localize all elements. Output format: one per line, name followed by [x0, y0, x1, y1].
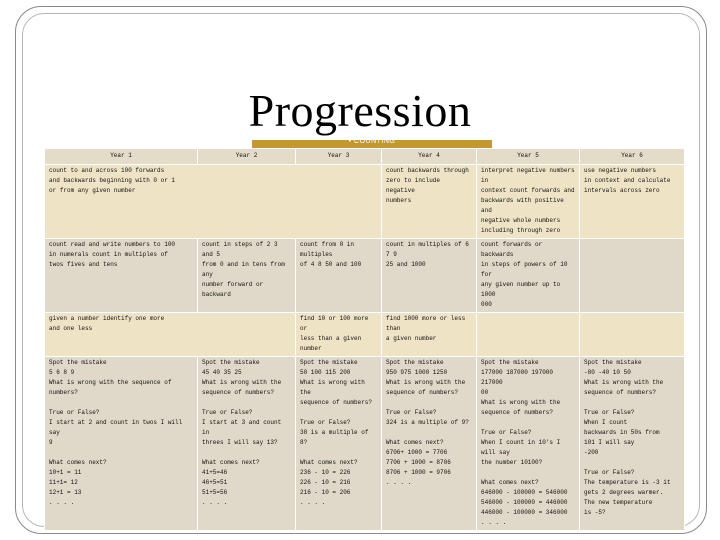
- table-row: [45, 313, 685, 357]
- table-row: [45, 357, 685, 531]
- progression-table: [44, 148, 685, 531]
- table-cell: Spot the mistake 45 40 35 25 What is wrong with the sequence of numbers? True or False? I start at 3 and count in threes I will say 13? What comes next? 41+5=46 46+5=51 51+5=56 . . . .: [198, 357, 296, 531]
- table-row: [45, 239, 685, 313]
- header-year-1: Year 1: [45, 149, 198, 165]
- table-cell: Spot the mistake 177000 187000 197000 217000 00 What is wrong with the sequence of numbers? True or False? When I count in 10's I will say the number 10100? What comes next? 646000 - 100000 = 546000 546000 - 100000 = 446000 446000 - 100000 = 346000 . . . .: [477, 357, 580, 531]
- table-cell: given a number identify one more and one less: [45, 313, 296, 357]
- slide-subtitle: • COUNTING: [348, 138, 396, 145]
- table-cell: [477, 313, 580, 357]
- table-cell: count to and across 100 forwards and backwards beginning with 0 or 1 or from any given number: [45, 165, 382, 239]
- table-cell: find 1000 more or less than a given number: [382, 313, 477, 357]
- table-cell: count read and write numbers to 100 in numerals count in multiples of twos fives and tens: [45, 239, 198, 313]
- table-cell: count forwards or backwards in steps of powers of 10 for any given number up to 1000 000: [477, 239, 580, 313]
- table-cell: interpret negative numbers in context count forwards and backwards with positive and negative whole numbers including through zero: [477, 165, 580, 239]
- slide-title: Progression: [248, 85, 472, 136]
- table-cell: [580, 239, 685, 313]
- table-cell: count backwards through zero to include negative numbers: [382, 165, 477, 239]
- header-year-5: Year 5: [477, 149, 580, 165]
- table-cell: count from 0 in multiples of 4 8 50 and 100: [296, 239, 382, 313]
- table-cell: [580, 313, 685, 357]
- table-cell: Spot the mistake -80 -40 10 50 What is wrong with the sequence of numbers? True or False? When I count backwards in 50s from 101 I will say -200 True or False? The temperature is -3 it gets 2 degrees warmer. The new temperature is -5?: [580, 357, 685, 531]
- table-cell: find 10 or 100 more or less than a given number: [296, 313, 382, 357]
- table-header-row: [45, 149, 685, 165]
- header-year-6: Year 6: [580, 149, 685, 165]
- table-row: [45, 165, 685, 239]
- header-year-4: Year 4: [382, 149, 477, 165]
- table-cell: Spot the mistake 5 6 8 9 What is wrong with the sequence of numbers? True or False? I start at 2 and count in twos I will say 9 What comes next? 10+1 = 11 11+1= 12 12+1 = 13 . . . .: [45, 357, 198, 531]
- table-cell: count in multiples of 6 7 9 25 and 1000: [382, 239, 477, 313]
- table-cell: use negative numbers in context and calculate intervals across zero: [580, 165, 685, 239]
- header-year-2: Year 2: [198, 149, 296, 165]
- table-cell: count in steps of 2 3 and 5 from 0 and in tens from any number forward or backward: [198, 239, 296, 313]
- header-year-3: Year 3: [296, 149, 382, 165]
- table-cell: Spot the mistake 50 100 115 200 What is wrong with the sequence of numbers? True or False? 38 is a multiple of 8? What comes next? 236 - 10 = 226 226 - 10 = 216 216 - 10 = 206 . . . .: [296, 357, 382, 531]
- table-cell: Spot the mistake 950 975 1000 1250 What is wrong with the sequence of numbers? True or False? 324 is a multiple of 9? What comes next? 6706+ 1000 = 7706 7706 + 1000 = 8706 8706 + 1000 = 9706 . . . .: [382, 357, 477, 531]
